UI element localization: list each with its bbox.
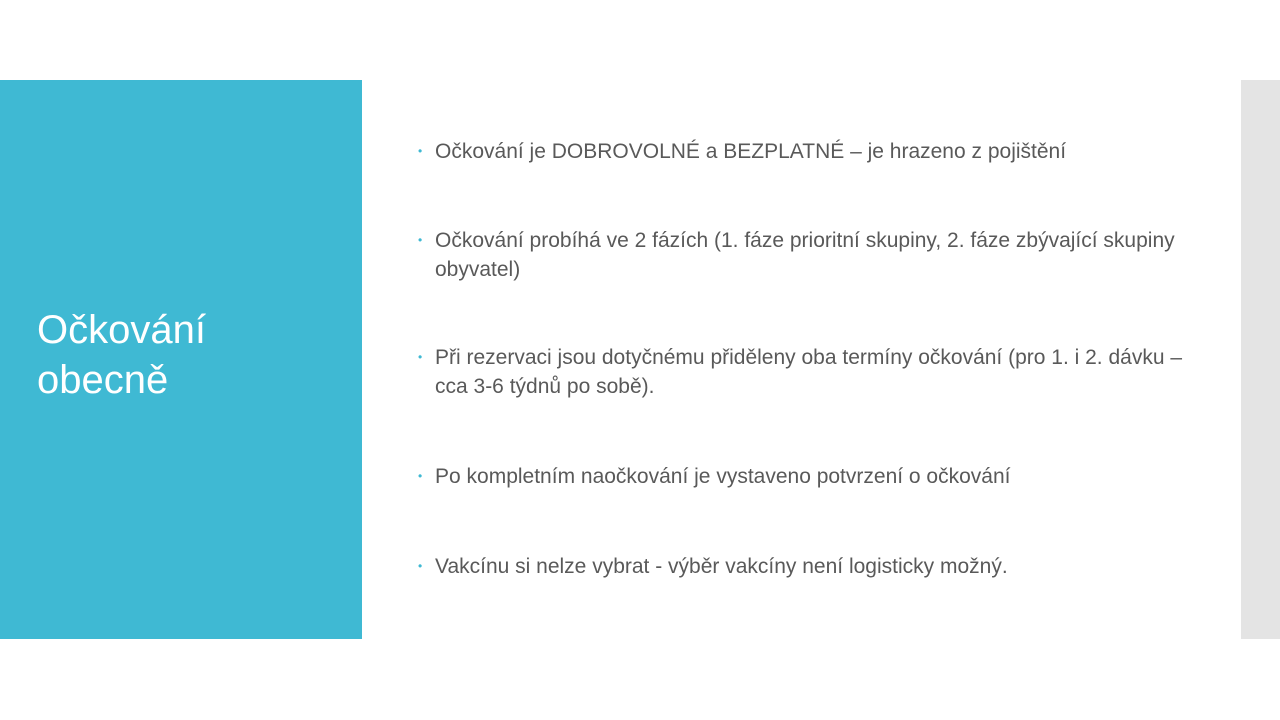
bullet-text: Očkování probíhá ve 2 fázích (1. fáze prioritní skupiny, 2. fáze zbývající skupiny obyvatel) xyxy=(435,229,1175,281)
bullet-item xyxy=(418,552,1208,581)
bullet-text: Očkování je DOBROVOLNÉ a BEZPLATNÉ – je hrazeno z pojištění xyxy=(435,140,1067,163)
right-accent-strip xyxy=(1241,80,1280,639)
bullet-text: Po kompletním naočkování je vystaveno potvrzení o očkování xyxy=(435,465,1011,488)
bullet-dot-icon: • xyxy=(418,350,423,364)
bullet-dot-icon: • xyxy=(418,144,423,158)
bullet-item xyxy=(418,343,1208,401)
bullet-dot-icon: • xyxy=(418,469,423,483)
bullet-dot-icon: • xyxy=(418,559,423,573)
bullet-item xyxy=(418,226,1208,284)
bullet-item xyxy=(418,462,1208,491)
bullet-item xyxy=(418,137,1208,166)
bullet-dot-icon: • xyxy=(418,233,423,247)
bullet-text: Vakcínu si nelze vybrat - výběr vakcíny není logisticky možný. xyxy=(435,555,1008,578)
bullet-text: Při rezervaci jsou dotyčnému přiděleny oba termíny očkování (pro 1. i 2. dávku – cca 3-6 týdnů po sobě). xyxy=(435,346,1183,398)
bullet-list xyxy=(418,0,1208,720)
slide-title: Očkování obecně xyxy=(37,308,206,402)
